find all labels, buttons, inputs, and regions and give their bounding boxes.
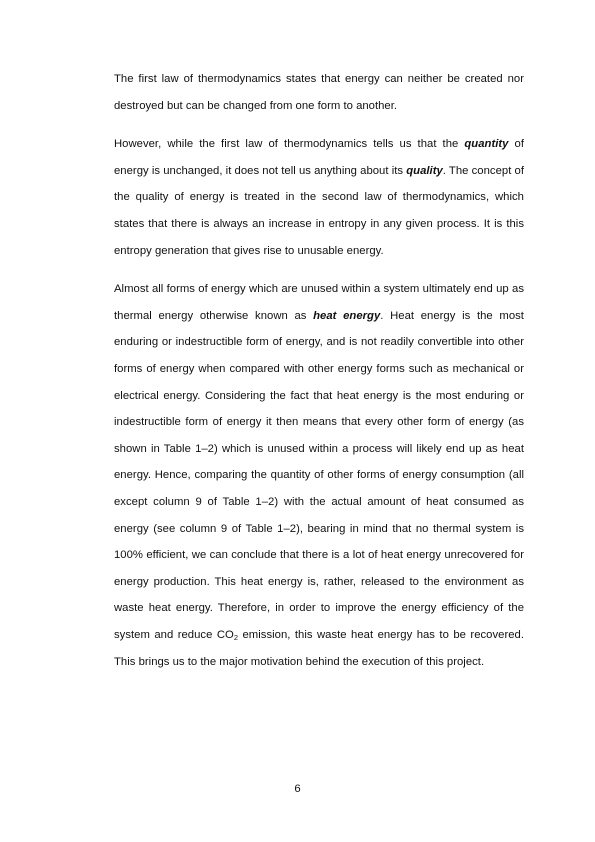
emphasis-heat-energy: heat energy [313,309,381,322]
paragraph-text: Almost all forms of energy which are unused within a system ultimately end up as thermal energy otherwise known as [114,283,524,322]
paragraph-text: . The concept of the quality of energy is treated in the second law of thermodynamics, which states that there is always an increase in entropy in any given process. It is this entropy generation that gives rise to unusable energy. [114,164,524,257]
page-number: 6 [294,783,301,795]
paragraph-text: emission, this waste heat energy has to be recovered. This brings us to the major motivation behind the execution of this project. [114,628,524,669]
emphasis-quality: quality [406,164,443,177]
paragraph-first-law [114,66,524,119]
paragraph-heat-energy [114,276,524,676]
emphasis-quantity: quantity [464,138,509,151]
paragraph-quantity-quality [114,131,524,264]
paragraph-text: The first law of thermodynamics states that energy can neither be created nor destroyed but can be changed from one form to another. [114,73,524,112]
paragraph-text: of energy is unchanged, it does not tell us anything about its [114,138,524,177]
paragraph-text: However, while the first law of thermodynamics tells us that the [114,138,465,151]
document-page [114,66,524,676]
co2-subscript: 2 [233,632,239,642]
paragraph-text: . Heat energy is the most enduring or indestructible form of energy, and is not readily convertible into other forms of energy when compared with other energy forms such as mechanical or electrical energy. Considering the fact that heat energy is the most enduring or indestructible form of energy it then means that every other form of energy (as shown in Table 1–2) which is unused within a process will likely end up as heat energy. Hence, comparing the quantity of other forms of energy consumption (all except column 9 of Table 1–2) with the actual amount of heat consumed as energy (see column 9 of Table 1–2), bearing in mind that no thermal system is 100% efficient, we can conclude that there is a lot of heat energy unrecovered for energy production. This heat energy is, rather, released to the environment as waste heat energy. Therefore, in order to improve the energy efficiency of the system and reduce CO [114,309,524,641]
